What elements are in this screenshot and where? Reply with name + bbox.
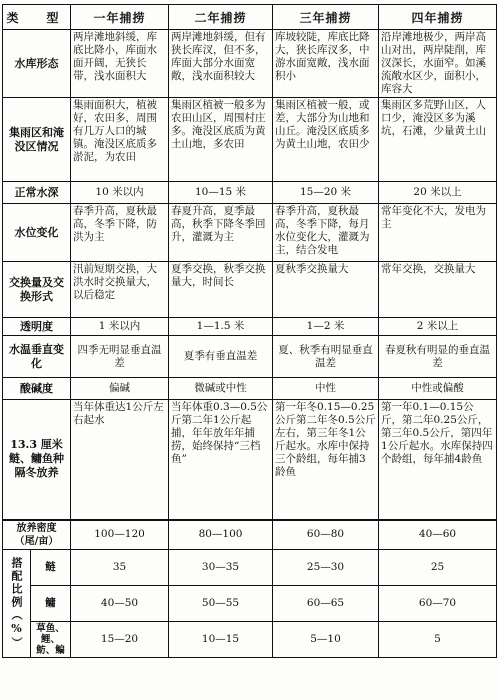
ratio-value: 5 xyxy=(379,621,497,657)
ratio-label: 搭配比例（%） xyxy=(10,556,23,650)
table-row xyxy=(3,336,497,378)
table-cell: 夏、秋季有明显垂直温差 xyxy=(273,336,379,378)
table-cell: 夏季交换，秋季交换量大，时间长 xyxy=(169,262,273,318)
table-cell: 春季升高，夏秋最高，冬季下降，防洪为主 xyxy=(71,204,169,262)
table-row xyxy=(3,204,497,262)
table-cell: 10—15 米 xyxy=(169,182,273,204)
density-value: 100—120 xyxy=(71,520,169,550)
table-cell: 集雨面积大，植被好，农田多，周围有几万人口的城镇。淹没区底质多淤泥，为农田 xyxy=(71,98,169,182)
year-4-header: 四年捕捞 xyxy=(379,5,497,30)
ratio-value: 40—50 xyxy=(71,585,169,621)
ratio-value: 30—35 xyxy=(169,549,273,585)
row-label: 交换量及交换形式 xyxy=(3,262,71,318)
species-label: 鳙 xyxy=(31,585,71,621)
type-header: 类 型 xyxy=(3,5,71,30)
row-label: 正常水深 xyxy=(3,182,71,204)
density-value: 80—100 xyxy=(169,520,273,550)
table-row xyxy=(3,400,497,520)
table-cell: 集雨区植被一般多为农田山区，周围村庄多。淹没区底质为黄土山地，多农田 xyxy=(169,98,273,182)
table-cell: 集雨区植被一般，或差，大部分为山地和山丘。淹没区底质多为黄土山地，农田少 xyxy=(273,98,379,182)
table-cell: 常年变化不大，发电为主 xyxy=(379,204,497,262)
table-cell: 夏秋季交换量大 xyxy=(273,262,379,318)
table-cell: 中性或偏酸 xyxy=(379,378,497,400)
table-cell: 20 米以上 xyxy=(379,182,497,204)
row-label: 集雨区和淹没区情况 xyxy=(3,98,71,182)
ratio-value: 25—30 xyxy=(273,549,379,585)
table-cell: 第一年0.1—0.15公斤，第二年0.25公斤，第三年0.5公斤，第四年1公斤起水。水库保持四个龄组，每年捕4龄鱼 xyxy=(379,400,497,520)
table-cell: 偏碱 xyxy=(71,378,169,400)
table-cell: 夏季有垂直温差 xyxy=(169,336,273,378)
reservoir-type-table xyxy=(2,4,497,658)
ratio-value: 35 xyxy=(71,549,169,585)
table-cell: 四季无明显垂直温差 xyxy=(71,336,169,378)
ratio-row xyxy=(3,549,497,585)
density-row xyxy=(3,520,497,550)
table-cell: 当年体重达1公斤左右起水 xyxy=(71,400,169,520)
table-cell: 1 米以内 xyxy=(71,318,169,336)
table-cell: 常年交换，交换量大 xyxy=(379,262,497,318)
table-row xyxy=(3,378,497,400)
table-cell: 第一年冬0.15—0.25公斤第二年冬0.5公斤左右，第三年冬1公斤起水。水库中保持三个龄组，每年捕3龄鱼 xyxy=(273,400,379,520)
density-label: 放养密度（尾/亩） xyxy=(3,520,71,550)
row-label: 水位变化 xyxy=(3,204,71,262)
table-cell: 10 米以内 xyxy=(71,182,169,204)
table-cell: 1—1.5 米 xyxy=(169,318,273,336)
table-row xyxy=(3,182,497,204)
ratio-value: 5—10 xyxy=(273,621,379,657)
row-label: 酸碱度 xyxy=(3,378,71,400)
species-label: 鲢 xyxy=(31,549,71,585)
table-cell: 中性 xyxy=(273,378,379,400)
species-label: 草鱼、鲤、鲂、鳊 xyxy=(31,621,71,657)
table-cell: 库坡较陡，库底比降大，狭长库汊多，中游水面宽敞，浅水面积小 xyxy=(273,30,379,98)
table-cell: 集雨区多荒野山区，人口少，淹没区多为溪坑，石滩，少量黄土山 xyxy=(379,98,497,182)
density-value: 40—60 xyxy=(379,520,497,550)
ratio-value: 50—55 xyxy=(169,585,273,621)
table-cell: 汛前短期交换，大洪水时交换量大，以后稳定 xyxy=(71,262,169,318)
ratio-value: 60—65 xyxy=(273,585,379,621)
table-cell: 春季升高，夏秋最高，冬季下降，每月水位变化大，灌溉为主，结合发电 xyxy=(273,204,379,262)
table-cell: 两岸滩地斜缓，库底比降小，库面水面开阔，无狭长带，浅水面积大 xyxy=(71,30,169,98)
ratio-value: 60—70 xyxy=(379,585,497,621)
row-label: 水温垂直变化 xyxy=(3,336,71,378)
table-header-row xyxy=(3,5,497,30)
year-3-header: 三年捕捞 xyxy=(273,5,379,30)
table-row xyxy=(3,30,497,98)
table-cell: 1—2 米 xyxy=(273,318,379,336)
table-cell: 2 米以上 xyxy=(379,318,497,336)
table-cell: 沿岸滩地极少，两岸高山对出，两岸陡削，库汊深长，水面窄。如溪流敞水区少，面积小，库容大 xyxy=(379,30,497,98)
table-cell: 春夏秋有明显的垂直温差 xyxy=(379,336,497,378)
ratio-label-cell xyxy=(3,549,31,657)
table-row xyxy=(3,318,497,336)
table-cell: 两岸滩地斜缓，但有狭长库汊，但不多，库面大部分水面宽敞，浅水面积较大 xyxy=(169,30,273,98)
row-label: 透明度 xyxy=(3,318,71,336)
ratio-row xyxy=(3,621,497,657)
table-row xyxy=(3,262,497,318)
table-row xyxy=(3,98,497,182)
year-2-header: 二年捕捞 xyxy=(169,5,273,30)
year-1-header: 一年捕捞 xyxy=(71,5,169,30)
row-label: 水库形态 xyxy=(3,30,71,98)
ratio-value: 10—15 xyxy=(169,621,273,657)
table-cell: 春夏升高，夏季最高，秋季下降冬季回升，灌溉为主 xyxy=(169,204,273,262)
table-cell: 微碱或中性 xyxy=(169,378,273,400)
row-label: 13.3 厘米鲢、鳙鱼种隔冬放养 xyxy=(3,400,71,520)
ratio-value: 15—20 xyxy=(71,621,169,657)
table-cell: 当年体重0.3—0.5公斤第二年1公斤起捕，年年放年年捕捞，始终保持“三档鱼” xyxy=(169,400,273,520)
table-cell: 15—20 米 xyxy=(273,182,379,204)
ratio-value: 25 xyxy=(379,549,497,585)
density-value: 60—80 xyxy=(273,520,379,550)
ratio-row xyxy=(3,585,497,621)
